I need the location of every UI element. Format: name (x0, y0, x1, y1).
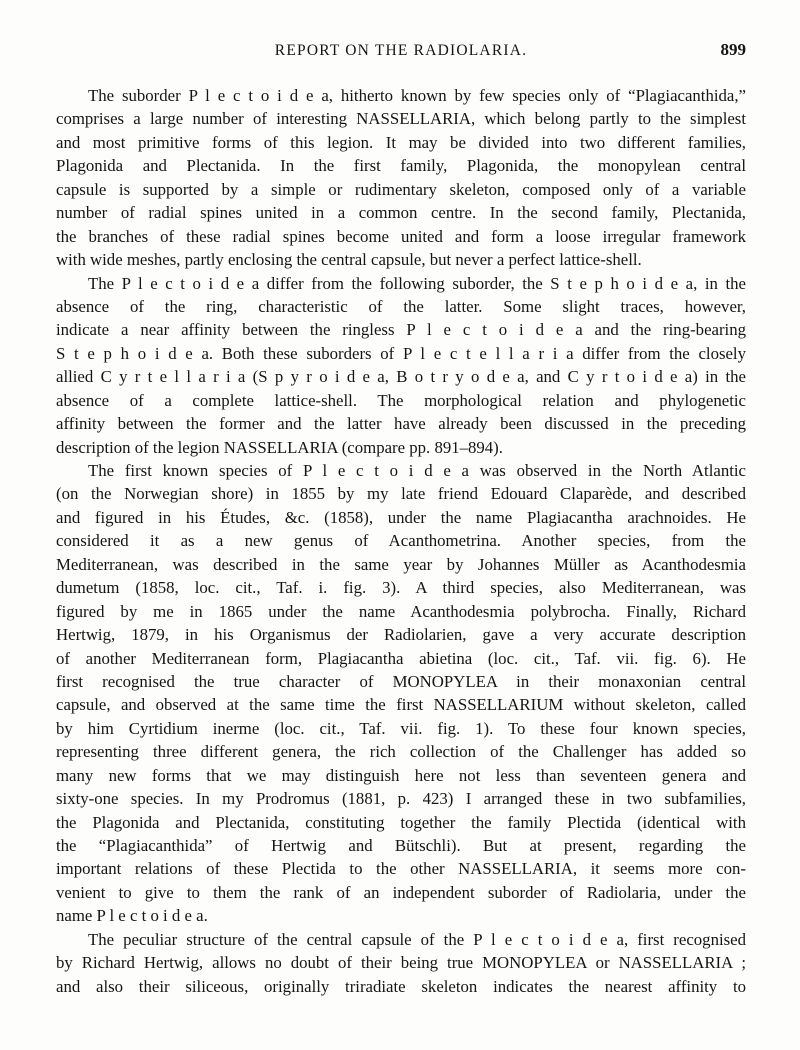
text-line: the “Plagiacanthida” of Hertwig and Bütschli). But at present, regarding the (56, 836, 746, 855)
paragraph-4 (56, 928, 746, 998)
text-line: capsule, and observed at the same time the first NASSELLARIUM without skeleton, called (56, 695, 746, 715)
text-line: many new forms that we may distinguish here not less than seventeen genera and (56, 765, 746, 785)
text-line: capsule is supported by a simple or rudimentary skeleton, composed only of a variable (56, 179, 746, 199)
text-line: and figured in his Études, &c. (1858), under the name Plagiacantha arachnoides. He (56, 507, 746, 527)
text-line: Plagonida and Plectanida. In the first family, Plagonida, the monopylean central (56, 156, 746, 176)
body-text (56, 84, 746, 998)
text-line: indicate a near affinity between the ringless P l e c t o i d e a and the ring-bearing (56, 320, 746, 340)
text-line: and also their siliceous, originally triradiate skeleton indicates the nearest affinity to (56, 976, 746, 996)
text-line: description of the legion NASSELLARIA (compare pp. 891–894). (56, 437, 503, 457)
text-line: the branches of these radial spines become united and form a loose irregular framework (56, 226, 746, 246)
text-line: absence of the ring, characteristic of the latter. Some slight traces, however, (56, 296, 746, 316)
paragraph-1 (56, 84, 746, 272)
text-line: The suborder P l e c t o i d e a, hitherto known by few species only of “Plagiacanthida,” (88, 86, 746, 105)
text-line: important relations of these Plectida to the other NASSELLARIA, it seems more con- (56, 859, 746, 879)
text-line: the Plagonida and Plectanida, constituting together the family Plectida (identical with (56, 812, 746, 832)
text-line: by Richard Hertwig, allows no doubt of their being true MONOPYLEA or NASSELLARIA ; (56, 953, 746, 973)
text-line: of another Mediterranean form, Plagiacantha abietina (loc. cit., Taf. vii. fig. 6). He (56, 648, 746, 668)
text-line: sixty-one species. In my Prodromus (1881, p. 423) I arranged these in two subfamilies, (56, 789, 746, 809)
text-line: allied C y r t e l l a r i a (S p y r o i d e a, B o t r y o d e a, and C y r t o i d e a) in the (56, 367, 746, 387)
text-line: by him Cyrtidium inerme (loc. cit., Taf. vii. fig. 1). To these four known species, (56, 718, 746, 738)
text-line: absence of a complete lattice-shell. The morphological relation and phylogenetic (56, 390, 746, 410)
paragraph-2 (56, 272, 746, 460)
text-line: with wide meshes, partly enclosing the central capsule, but never a perfect lattice-shell. (56, 250, 642, 270)
text-line: first recognised the true character of MONOPYLEA in their monaxonian central (56, 671, 746, 691)
text-line: venient to give to them the rank of an independent suborder of Radiolaria, under the (56, 882, 746, 902)
text-line: Mediterranean, was described in the same year by Johannes Müller as Acanthodesmia (56, 554, 746, 574)
text-line: The peculiar structure of the central capsule of the P l e c t o i d e a, first recognised (88, 929, 746, 949)
text-line: and most primitive forms of this legion. It may be divided into two different families, (56, 132, 746, 152)
running-title: REPORT ON THE RADIOLARIA. (274, 42, 528, 59)
text-line: (on the Norwegian shore) in 1855 by my late friend Edouard Claparède, and described (56, 484, 746, 504)
text-line: considered it as a new genus of Acanthometrina. Another species, from the (56, 531, 746, 551)
text-line: The P l e c t o i d e a differ from the following suborder, the S t e p h o i d e a, in the (88, 273, 746, 293)
text-line: S t e p h o i d e a. Both these suborders of P l e c t e l l a r i a differ from the closely (56, 343, 746, 363)
text-line: Hertwig, 1879, in his Organismus der Radiolarien, gave a very accurate description (56, 625, 746, 645)
text-line: number of radial spines united in a common centre. In the second family, Plectanida, (56, 203, 746, 223)
text-line: name P l e c t o i d e a. (56, 906, 208, 926)
text-line: comprises a large number of interesting NASSELLARIA, which belong partly to the simplest (56, 109, 746, 129)
text-line: representing three different genera, the rich collection of the Challenger has added so (56, 742, 746, 762)
text-line: The first known species of P l e c t o i d e a was observed in the North Atlantic (88, 461, 746, 480)
page-number: 899 (720, 40, 746, 59)
text-line: affinity between the former and the latter have already been discussed in the preceding (56, 414, 746, 434)
paragraph-3 (56, 459, 746, 928)
text-line: figured by me in 1865 under the name Acanthodesmia polybrocha. Finally, Richard (56, 601, 746, 621)
text-line: dumetum (1858, loc. cit., Taf. i. fig. 3). A third species, also Mediterranean, was (56, 578, 746, 598)
running-head (56, 40, 746, 66)
